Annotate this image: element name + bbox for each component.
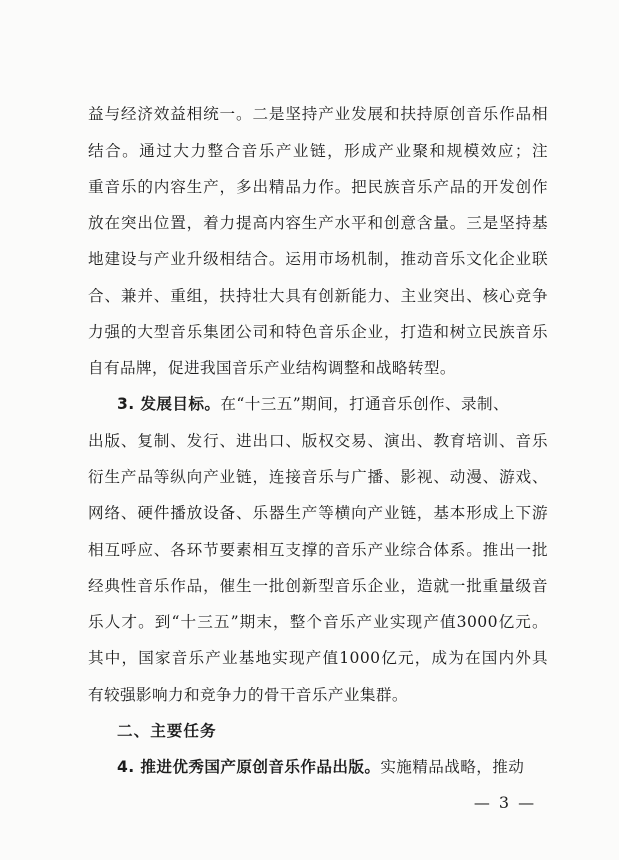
page-number: — 3 — bbox=[473, 793, 537, 812]
para1-line-5: 地建设与产业升级相结合。运用市场机制，推动音乐文化企业联 bbox=[88, 250, 548, 268]
goal-line-4: 网络、硬件播放设备、乐器生产等横向产业链，基本形成上下游 bbox=[88, 504, 548, 522]
goal-line-3: 衍生产品等纵向产业链，连接音乐与广播、影视、动漫、游戏、 bbox=[88, 468, 548, 486]
goal-line-7: 乐人才。到“十三五”期末，整个音乐产业实现产值3000亿元。 bbox=[88, 613, 548, 631]
task4-title: 4. 推进优秀国产原创音乐作品出版。 bbox=[117, 758, 381, 776]
task4-first-line bbox=[117, 757, 548, 777]
para1-line-7: 力强的大型音乐集团公司和特色音乐企业，打造和树立民族音乐 bbox=[88, 323, 548, 341]
task4-first-rest: 实施精品战略，推动 bbox=[380, 758, 525, 776]
goal-line-2: 出版、复制、发行、进出口、版权交易、演出、教育培训、音乐 bbox=[88, 432, 548, 450]
goal-first-line bbox=[117, 394, 548, 414]
goal-title: 3. 发展目标。 bbox=[117, 395, 221, 413]
para1-line-8: 自有品牌，促进我国音乐产业结构调整和战略转型。 bbox=[88, 359, 456, 377]
goal-line-9: 有较强影响力和竞争力的骨干音乐产业集群。 bbox=[88, 686, 408, 704]
goal-line-6: 经典性音乐作品，催生一批创新型音乐企业，造就一批重量级音 bbox=[88, 577, 548, 595]
goal-line-5: 相互呼应、各环节要素相互支撑的音乐产业综合体系。推出一批 bbox=[88, 541, 548, 559]
para1-line-4: 放在突出位置，着力提高内容生产水平和创意含量。三是坚持基 bbox=[88, 214, 548, 232]
para1-line-6: 合、兼并、重组，扶持壮大具有创新能力、主业突出、核心竞争 bbox=[88, 287, 548, 305]
goal-line-8: 其中，国家音乐产业基地实现产值1000亿元，成为在国内外具 bbox=[88, 649, 548, 667]
para1-line-1: 益与经济效益相统一。二是坚持产业发展和扶持原创音乐作品相 bbox=[88, 105, 548, 123]
section-heading: 二、主要任务 bbox=[117, 722, 217, 740]
goal-first-rest: 在“十三五”期间，打通音乐创作、录制、 bbox=[220, 395, 510, 413]
para1-line-3: 重音乐的内容生产，多出精品力作。把民族音乐产品的开发创作 bbox=[88, 178, 548, 196]
para1-line-2: 结合。通过大力整合音乐产业链，形成产业聚和规模效应；注 bbox=[88, 142, 548, 160]
